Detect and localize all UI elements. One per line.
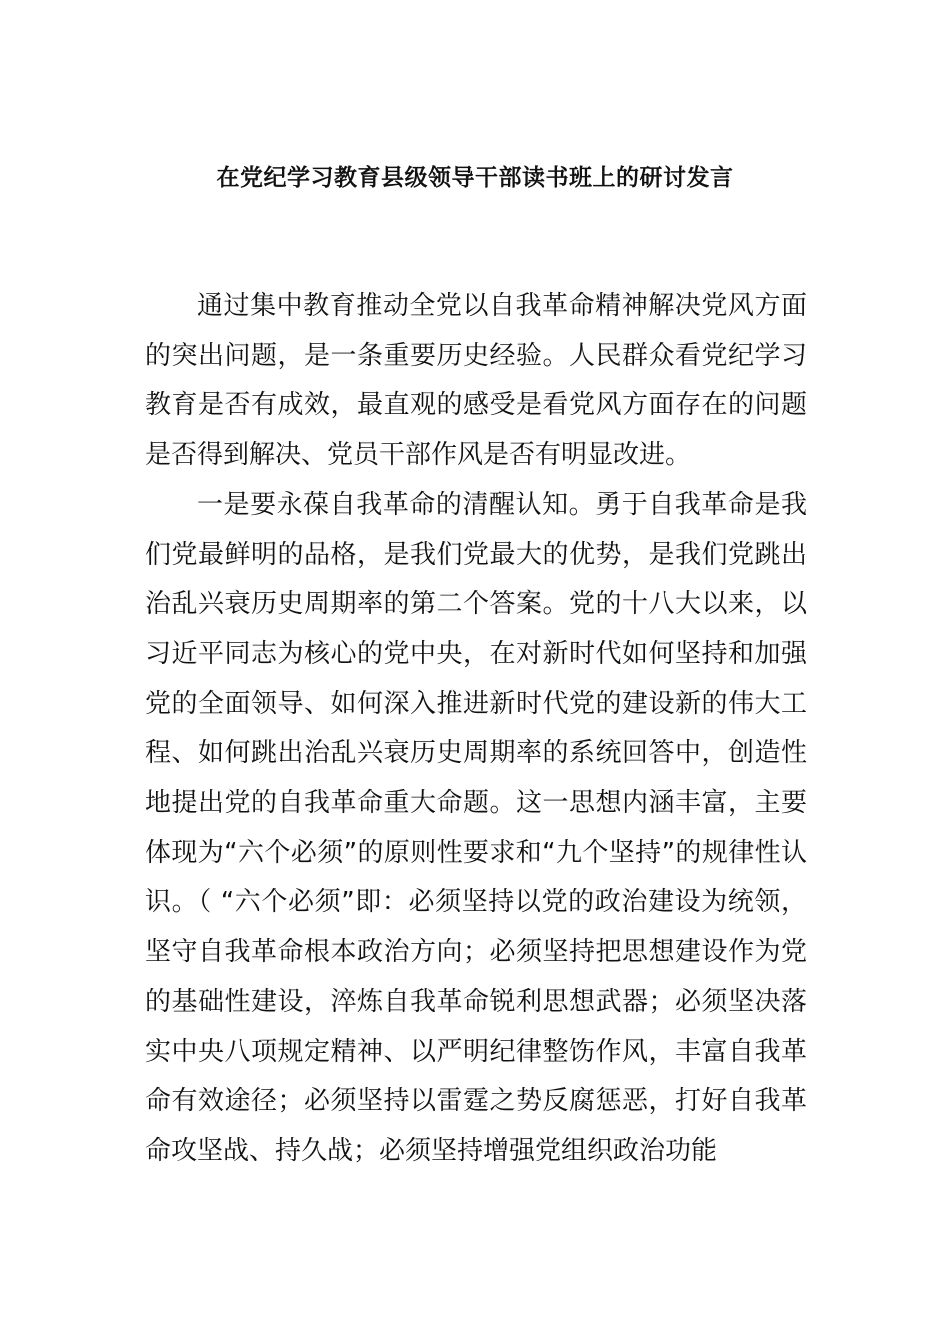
paragraph-intro: 通过集中教育推动全党以自我革命精神解决党风方面的突出问题，是一条重要历史经验。人民群众看党纪学习教育是否有成效，最直观的感受是看党风方面存在的问题是否得到解决、党员干部作风是否有明显改进。 (145, 291, 807, 471)
document-body (145, 282, 807, 1177)
paragraph-point-one: 一是要永葆自我革命的清醒认知。勇于自我革命是我们党最鲜明的品格，是我们党最大的优势，是我们党跳出治乱兴衰历史周期率的第二个答案。党的十八大以来，以习近平同志为核心的党中央，在对新时代如何坚持和加强党的全面领导、如何深入推进新时代党的建设新的伟大工程、如何跳出治乱兴衰历史周期率的系统回答中，创造性地提出党的自我革命重大命题。这一思想内涵丰富，主要体现为“六个必须”的原则性要求和“九个坚持”的规律性认识。（ “六个必须”即：必须坚持以党的政治建设为统领，坚守自我革命根本政治方向；必须坚持把思想建设作为党的基础性建设，淬炼自我革命锐利思想武器；必须坚决落实中央八项规定精神、以严明纪律整饬作风，丰富自我革命有效途径；必须坚持以雷霆之势反腐惩恶，打好自我革命攻坚战、持久战；必须坚持增强党组织政治功能 (145, 489, 807, 1166)
document-title: 在党纪学习教育县级领导干部读书班上的研讨发言 (216, 165, 734, 191)
